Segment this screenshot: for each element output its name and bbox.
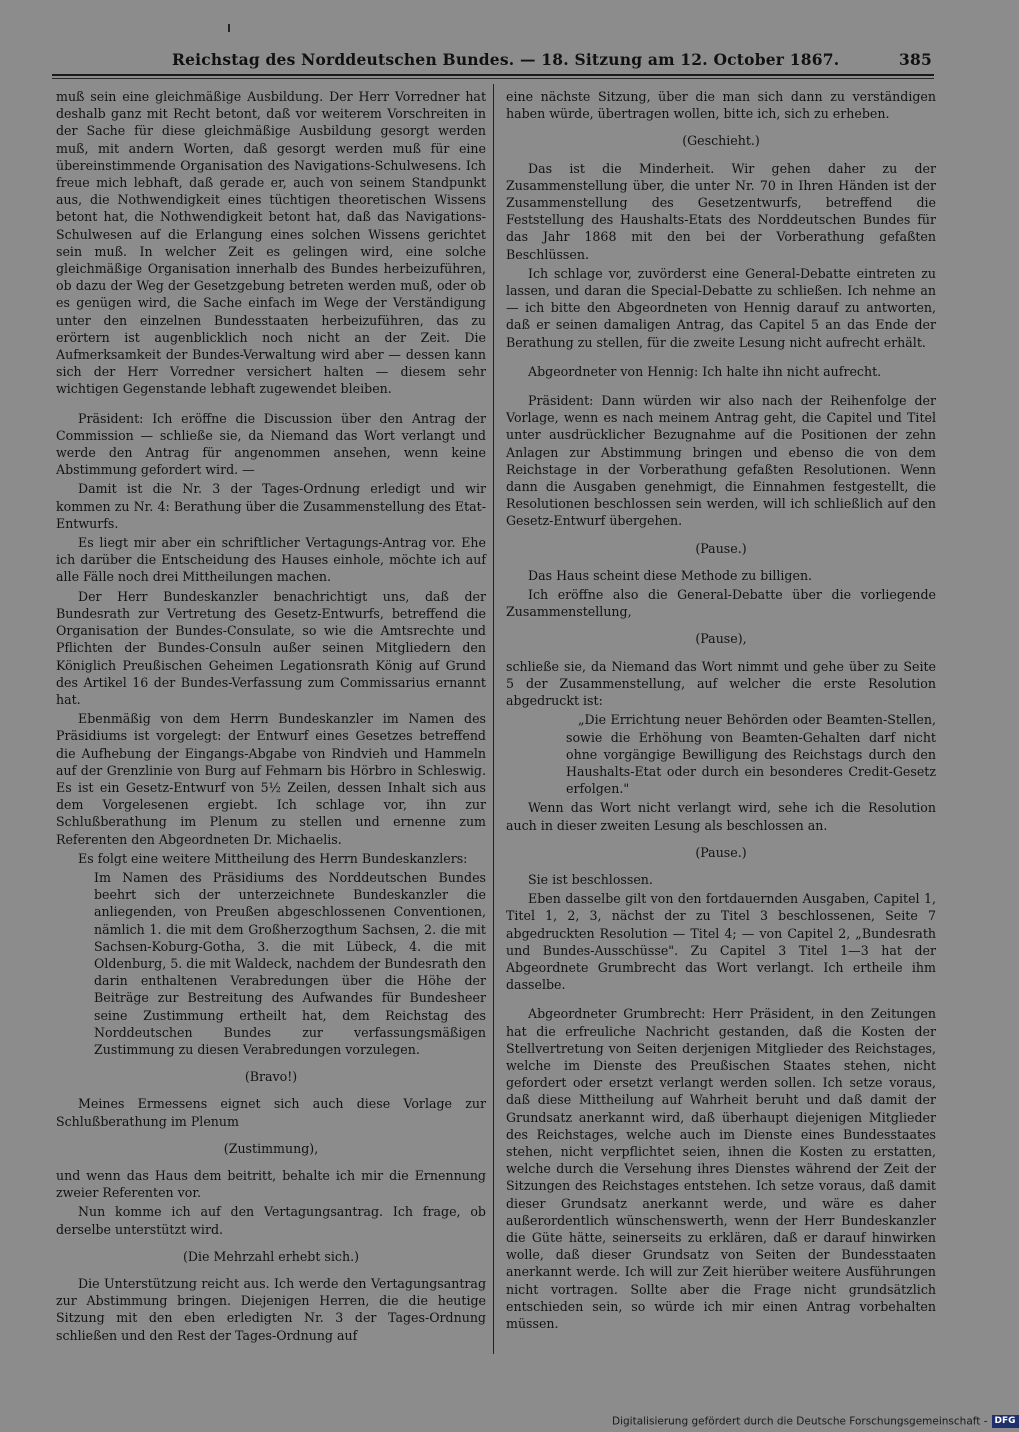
paragraph: Damit ist die Nr. 3 der Tages-Ordnung erledigt und wir kommen zu Nr. 4: Berathung über die Zusammenstellung des Etat-Entwurfs. xyxy=(56,481,486,531)
left-column xyxy=(56,88,486,1346)
paragraph: schließe sie, da Niemand das Wort nimmt und gehe über zu Seite 5 der Zusammenstellung, auf welcher die erste Resolution abgedruckt ist: xyxy=(506,658,936,709)
header-title: Reichstag des Norddeutschen Bundes. — 18. Sitzung am 12. October 1867. xyxy=(172,50,840,69)
right-column xyxy=(506,88,936,1334)
dfg-logo: DFG xyxy=(992,1415,1019,1428)
paragraph: Ebenmäßig von dem Herrn Bundeskanzler im Namen des Präsidiums ist vorgelegt: der Entwurf eines Gesetzes betreffend die Aufhebung der Eingangs-Abgabe von Rindvieh und Hammeln auf der Grenzlinie von Burg auf Fehmarn bis Hörbro in Schleswig. Es ist ein Gesetz-Entwurf von 5½ Zeilen, dessen Inhalt sich aus dem Vorgelesenen ergiebt. Ich schlage vor, ihn zur Schlußberathung im Plenum zu stellen und ernenne zum Referenten den Abgeordneten Dr. Michaelis. xyxy=(56,711,486,847)
resolution-quote: „Die Errichtung neuer Behörden oder Beamten-Stellen, sowie die Erhöhung von Beamten-Gehalten darf nicht ohne vorgängige Bewilligung des Reichstags durch den Haushalts-Etat oder durch ein besonderes Credit-Gesetz erfolgen." xyxy=(566,712,936,797)
page-number: 385 xyxy=(899,50,932,69)
paragraph-speaker: Abgeordneter von Hennig: Ich halte ihn nicht aufrecht. xyxy=(528,363,882,379)
interjection: (Pause.) xyxy=(695,540,747,556)
paragraph: Eben dasselbe gilt von den fortdauernden Ausgaben, Capitel 1, Titel 1, 2, 3, nächst der zu Titel 3 beschlossenen, Seite 7 abgedruckten Resolution — Titel 4; — von Capitel 2, „Bundesrath und Bundes-Ausschüsse". Zu Capitel 3 Titel 1—3 hat der Abgeordnete Grumbrecht das Wort verlangt. Ich ertheile ihm dasselbe. xyxy=(506,891,936,993)
interjection: (Geschieht.) xyxy=(682,133,760,149)
quoted-letter: Im Namen des Präsidiums des Norddeutschen Bundes beehrt sich der unterzeichnete Bundeskanzler die anliegenden, von Preußen abgeschlossenen Conventionen, nämlich 1. die mit dem Großherzogthum Sachsen, 2. die mit Sachsen-Koburg-Gotha, 3. die mit Lübeck, 4. die mit Oldenburg, 5. die mit Waldeck, nachdem der Bundesrath den darin enthaltenen Verabredungen über die Höhe der Beiträge zur Bestreitung des Aufwandes für Bundesheer seine Zustimmung ertheilt hat, dem Reichstag des Norddeutschen Bundes zur verfassungsmäßigen Zustimmung zu diesen Verabredungen vorzulegen. xyxy=(94,869,486,1057)
paragraph: Meines Ermessens eignet sich auch diese Vorlage zur Schlußberathung im Plenum xyxy=(56,1096,486,1129)
header-rule xyxy=(52,74,934,76)
paragraph-speaker: Abgeordneter Grumbrecht: Herr Präsident, in den Zeitungen hat die erfreuliche Nachricht gestanden, daß die Kosten der Stellvertretung von Seiten derjenigen Mitglieder des Reichstages, welche im Dienste des Preußischen Staates stehen, nicht gefordert oder ersetzt verlangt werden sollen. Ich setze voraus, daß diese Mittheilung auf Wahrheit beruht und daß damit der Grundsatz anerkannt wird, daß überhaupt diejenigen Mitglieder des Reichstages, welche auch im Dienste eines Bundesstaates stehen, nicht verpflichtet seien, ihnen die Kosten zu erstatten, welche durch die Versehung ihres Dienstes während der Zeit der Sitzungen des Reichstages entstehen. Ich setze voraus, daß damit dieser Grundsatz anerkannt werde, und wäre es daher außerordentlich wünschenswerth, wenn der Herr Bundeskanzler die Güte hätte, seinerseits zu erklären, daß er darauf hinwirken wolle, daß dieser Grundsatz von Seiten der Bundesstaaten anerkannt werde. Ich will zur Zeit hierüber weitere Ausführungen nicht vortragen. Sollte aber die Frage nicht grundsätzlich entschieden sein, so würde ich mir einen Antrag vorbehalten müssen. xyxy=(506,1006,936,1331)
paragraph: Das ist die Minderheit. Wir gehen daher zu der Zusammenstellung über, die unter Nr. 70 in Ihren Händen ist der Zusammenstellung des Gesetzentwurfs, betreffend die Feststellung des Haushalts-Etats des Norddeutschen Bundes für das Jahr 1868 mit den bei der Vorberathung gefaßten Beschlüssen. xyxy=(506,160,936,262)
column-divider xyxy=(493,84,494,1354)
paragraph: Es liegt mir aber ein schriftlicher Vertagungs-Antrag vor. Ehe ich darüber die Entscheidung des Hauses einhole, möchte ich auf alle Fälle noch drei Mittheilungen machen. xyxy=(56,535,486,585)
running-header xyxy=(52,48,932,74)
paragraph-president: Präsident: Dann würden wir also nach der Reihenfolge der Vorlage, wenn es nach meinem Antrag geht, die Capitel und Titel unter ausdrücklicher Bezugnahme auf die Positionen der zehn Anlagen zur Abstimmung bringen und ebenso die von dem Reichstage in der Vorberathung gefaßten Resolutionen. Wenn dann die Ausgaben genehmigt, die Einnahmen festgestellt, die Resolutionen beschlossen sein werden, will ich schließlich auf den Gesetz-Entwurf übergehen. xyxy=(506,393,936,529)
interjection: (Die Mehrzahl erhebt sich.) xyxy=(183,1248,359,1264)
paragraph: Das Haus scheint diese Methode zu billigen. xyxy=(528,567,813,583)
paragraph: Ich eröffne also die General-Debatte über die vorliegende Zusammenstellung, xyxy=(506,587,936,620)
interjection: (Bravo!) xyxy=(244,1069,298,1085)
interjection: (Zustimmung), xyxy=(223,1140,319,1156)
page-mark xyxy=(228,24,230,32)
paragraph-president: Präsident: Ich eröffne die Discussion über den Antrag der Commission — schließe sie, da Niemand das Wort verlangt und werde den Antrag für angenommen ansehen, wenn keine Abstimmung gefordert wird. — xyxy=(56,410,486,478)
paragraph: Es folgt eine weitere Mittheilung des Herrn Bundeskanzlers: xyxy=(78,850,468,866)
footer-credit xyxy=(612,1415,1016,1431)
paragraph: Wenn das Wort nicht verlangt wird, sehe ich die Resolution auch in dieser zweiten Lesung als beschlossen an. xyxy=(506,800,936,833)
paragraph: Sie ist beschlossen. xyxy=(528,871,653,887)
interjection: (Pause), xyxy=(695,631,747,647)
paragraph: Die Unterstützung reicht aus. Ich werde den Vertagungsantrag zur Abstimmung bringen. Diejenigen Herren, die die heutige Sitzung mit den eben erledigten Nr. 3 der Tages-Ordnung schließen und den Rest der Tages-Ordnung auf xyxy=(56,1276,486,1343)
paragraph: und wenn das Haus dem beitritt, behalte ich mir die Ernennung zweier Referenten vor. xyxy=(56,1167,486,1201)
footer-text: Digitalisierung gefördert durch die Deutsche Forschungsgemeinschaft - xyxy=(612,1415,988,1428)
paragraph: eine nächste Sitzung, über die man sich dann zu verständigen haben würde, übertragen wollen, bitte ich, sich zu erheben. xyxy=(506,89,936,122)
paragraph: Der Herr Bundeskanzler benachrichtigt uns, daß der Bundesrath zur Vertretung des Gesetz-Entwurfs, betreffend die Organisation der Bundes-Consulate, so wie die Amtsrechte und Pflichten der Bundes-Consuln außer seinen Mitgliedern den Königlich Preußischen Geheimen Legationsrath König auf Grund des Artikel 16 der Bundes-Verfassung zum Commissarius ernannt hat. xyxy=(56,588,486,707)
paragraph: Nun komme ich auf den Vertagungsantrag. Ich frage, ob derselbe unterstützt wird. xyxy=(56,1204,486,1237)
paragraph: muß sein eine gleichmäßige Ausbildung. Der Herr Vorredner hat deshalb ganz mit Recht betont, daß vor weiterem Vorschreiten in der Sache für diese gleichmäßige Ausbildung gesorgt werden muß, mit andern Worten, daß gesorgt werden muß für eine übereinstimmende Organisation des Navigations-Schulwesens. Ich freue mich lebhaft, daß gerade er, auch von seinem Standpunkt aus, die Nothwendigkeit eines tüchtigen theoretischen Wissens betont hat, die Nothwendigkeit betont hat, daß das Navigations-Schulwesen auf die Erlangung eines solchen Wissens gerichtet sein muß. In welcher Zeit es gelingen wird, eine solche gleichmäßige Organisation innerhalb des Bundes herbeizuführen, ob dazu der Weg der Gesetzgebung betreten werden muß, oder ob es genügen wird, die Sache einfach im Wege der Verständigung unter den einzelnen Bundesstaaten herbeizuführen, das zu erörtern ist augenblicklich noch nicht an der Zeit. Die Aufmerksamkeit der Bundes-Verwaltung wird aber — dessen kann sich der Herr Vorredner versichert halten — diesem sehr wichtigen Gegenstande lebhaft zugewendet bleiben. xyxy=(56,89,486,397)
interjection: (Pause.) xyxy=(695,844,747,860)
header-rule-thin xyxy=(52,78,934,79)
paragraph: Ich schlage vor, zuvörderst eine General-Debatte eintreten zu lassen, und daran die Special-Debatte zu schließen. Ich nehme an — ich bitte den Abgeordneten von Hennig darauf zu antworten, daß er seinen damaligen Antrag, das Capitel 5 an das Ende der Berathung zu stellen, für die zweite Lesung nicht aufrecht erhält. xyxy=(506,265,936,350)
